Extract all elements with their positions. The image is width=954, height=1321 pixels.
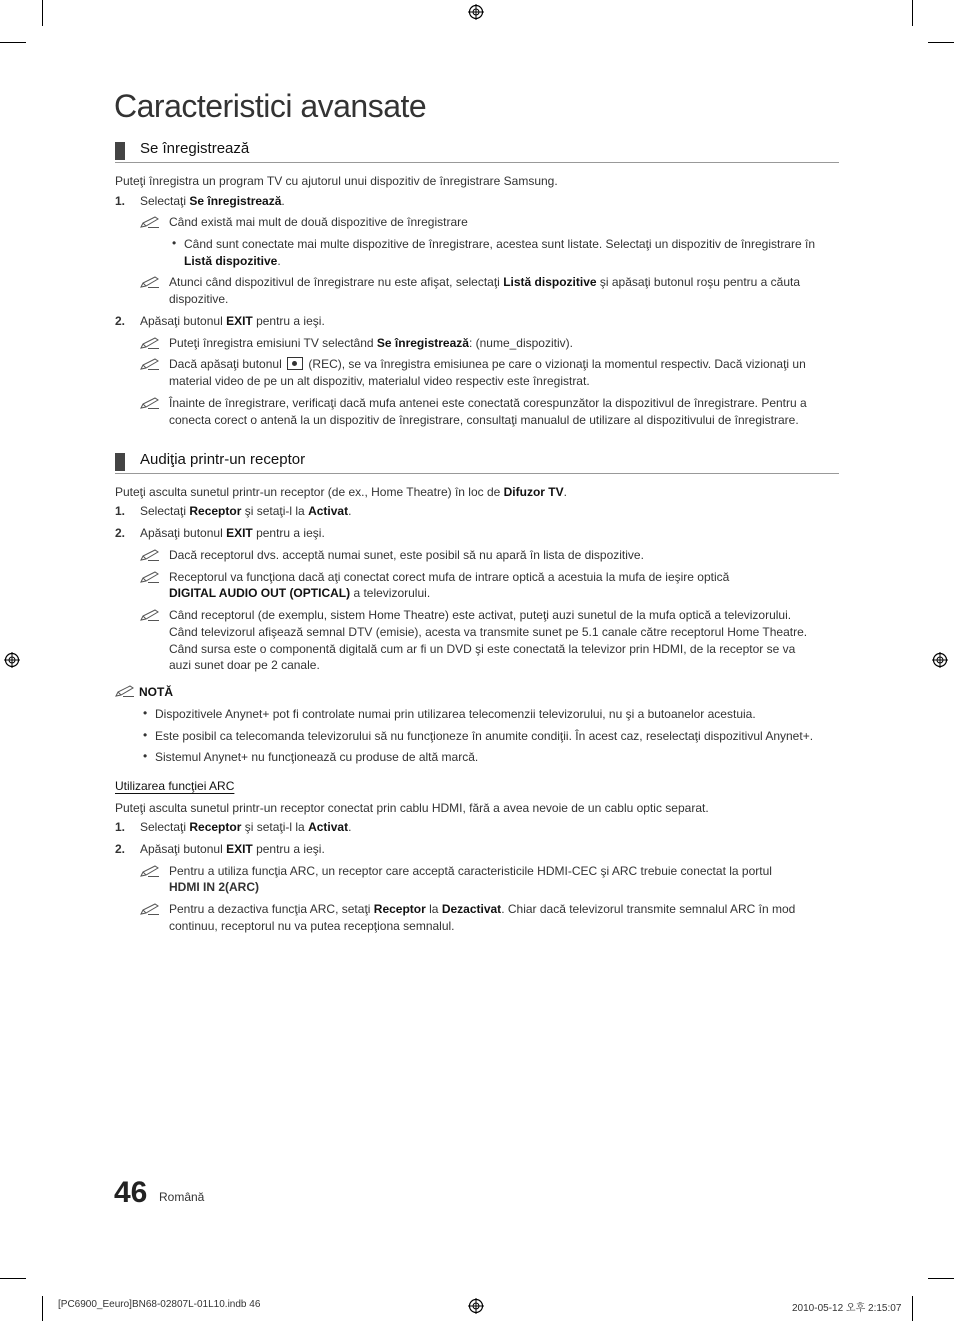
step-number: 2.	[115, 314, 126, 328]
note-text: Când televizorul afişează semnal DTV (emisie), acesta va transmite sunet pe 5.1 canale către receptorul Home Theatre.	[169, 625, 808, 639]
note-pencil-icon	[140, 276, 160, 288]
bullet-text: Dispozitivele Anynet+ pot fi controlate numai prin utilizarea telecomenzii televizorului, nu şi a butoanelor acestuia.	[155, 707, 756, 721]
note-pencil-icon	[140, 337, 160, 349]
note-label: NOTĂ	[139, 685, 173, 699]
note-text: Receptorul va funcţiona dacă aţi conectat corect mufa de intrare optică a acestuia la mufa de ieşire optică	[169, 570, 730, 584]
crop-mark	[928, 1278, 954, 1279]
heading-bar	[115, 142, 125, 160]
file-info: [PC6900_Eeuro]BN68-02807L-01L10.indb 46	[58, 1299, 261, 1310]
paragraph: Puteţi înregistra un program TV cu ajutorul unui dispozitiv de înregistrare Samsung.	[115, 174, 558, 188]
note-text: DIGITAL AUDIO OUT (OPTICAL) a televizorului.	[169, 586, 431, 600]
note-text: Pentru a utiliza funcţia ARC, un receptor care acceptă caracteristicile HDMI-CEC şi ARC trebuie conectat la portul	[169, 864, 772, 878]
bullet-text: Sistemul Anynet+ nu funcţionează cu produse de altă marcă.	[155, 750, 479, 764]
bullet-icon: •	[143, 749, 148, 763]
note-pencil-icon	[140, 865, 160, 877]
note-text: Când există mai mult de două dispozitive de înregistrare	[169, 215, 468, 229]
note-text: Puteţi înregistra emisiuni TV selectând Se înregistrează: (nume_dispozitiv).	[169, 336, 573, 350]
step-number: 1.	[115, 820, 126, 834]
section-heading-text: Se înregistrează	[140, 140, 250, 157]
page-title: Caracteristici avansate	[114, 88, 427, 124]
subsection-heading-arc: Utilizarea funcţiei ARC	[115, 779, 235, 793]
registration-mark-icon	[932, 652, 948, 668]
bullet-text: Listă dispozitive.	[184, 254, 281, 268]
step-number: 2.	[115, 842, 126, 856]
crop-mark	[912, 0, 913, 26]
registration-mark-icon	[468, 4, 484, 20]
crop-mark	[0, 42, 26, 43]
crop-mark	[42, 1296, 43, 1321]
note-pencil-icon	[140, 571, 160, 583]
rec-button-icon	[287, 357, 303, 370]
section-heading-receiver	[115, 451, 839, 474]
note-pencil-icon	[115, 685, 135, 697]
language-label: Română	[159, 1190, 205, 1204]
step-text: Selectaţi Receptor şi setaţi-l la Activat.	[140, 504, 352, 518]
note-text: Pentru a dezactiva funcţia ARC, setaţi Receptor la Dezactivat. Chiar dacă televizorul transmite semnalul ARC în mod	[169, 902, 796, 916]
note-text: Dacă apăsaţi butonul (REC), se va înregistra emisiunea pe care o vizionaţi la momentul respectiv. Dacă vizionaţi un	[169, 357, 806, 371]
note-text: dispozitive.	[169, 292, 229, 306]
bullet-text: Este posibil ca telecomanda televizorului să nu funcţioneze în anumite condiţii. În acest caz, reselectaţi dispozitivul Anynet+.	[155, 729, 814, 743]
note-text: material video de pe un alt dispozitiv, materialul video respectiv este înregistrat.	[169, 374, 590, 388]
note-pencil-icon	[140, 358, 160, 370]
note-text: Atunci când dispozitivul de înregistrare nu este afişat, selectaţi Listă dispozitive şi apăsaţi butonul roşu pentru a căuta	[169, 275, 801, 289]
step-text: Selectaţi Receptor şi setaţi-l la Activat.	[140, 820, 352, 834]
bullet-text: Când sunt conectate mai multe dispozitive de înregistrare, acestea sunt listate. Selectaţi un dispozitiv de înregistrare în	[184, 237, 815, 251]
step-number: 1.	[115, 504, 126, 518]
step-number: 2.	[115, 526, 126, 540]
print-timestamp: 2010-05-12 오후 2:15:07	[792, 1303, 902, 1314]
note-pencil-icon	[140, 549, 160, 561]
bullet-icon: •	[143, 706, 148, 720]
paragraph: Puteţi asculta sunetul printr-un receptor (de ex., Home Theatre) în loc de Difuzor TV.	[115, 485, 567, 499]
note-pencil-icon	[140, 903, 160, 915]
note-pencil-icon	[140, 397, 160, 409]
paragraph: Puteţi asculta sunetul printr-un receptor conectat prin cablu HDMI, fără a avea nevoie de un cablu optic separat.	[115, 801, 709, 815]
note-text: Dacă receptorul dvs. acceptă numai sunet, este posibil să nu apară în lista de dispozitive.	[169, 548, 644, 562]
crop-mark	[928, 42, 954, 43]
crop-mark	[912, 1296, 913, 1321]
step-text: Apăsaţi butonul EXIT pentru a ieşi.	[140, 314, 325, 328]
registration-mark-icon	[468, 1298, 484, 1314]
step-text: Selectaţi Se înregistrează.	[140, 194, 285, 208]
step-number: 1.	[115, 194, 126, 208]
note-pencil-icon	[140, 609, 160, 621]
section-heading-text: Audiţia printr-un receptor	[140, 451, 306, 468]
step-text: Apăsaţi butonul EXIT pentru a ieşi.	[140, 842, 325, 856]
registration-mark-icon	[4, 652, 20, 668]
heading-bar	[115, 453, 125, 471]
note-text: HDMI IN 2(ARC)	[169, 880, 259, 894]
bullet-icon: •	[143, 728, 148, 742]
note-text: conecta corect o antenă la un dispozitiv de înregistrare, consultaţi manualul de utilizare al dispozitivului de înregistrare.	[169, 413, 799, 427]
note-text: Când receptorul (de exemplu, sistem Home Theatre) este activat, puteţi auzi sunetul de la mufa optică a televizorului.	[169, 608, 792, 622]
step-text: Apăsaţi butonul EXIT pentru a ieşi.	[140, 526, 325, 540]
crop-mark	[42, 0, 43, 26]
note-text: continuu, receptorul nu va putea recepţiona semnalul.	[169, 919, 455, 933]
note-pencil-icon	[140, 216, 160, 228]
section-heading-recording	[115, 140, 839, 163]
note-text: auzi sunet doar pe 2 canale.	[169, 658, 320, 672]
note-text: Înainte de înregistrare, verificaţi dacă mufa antenei este conectată corespunzător la dispozitivul de înregistrare. Pentru a	[169, 396, 807, 410]
note-text: Când sursa este o componentă digitală cum ar fi un DVD şi este conectată la televizor prin HDMI, de la receptor se va	[169, 642, 796, 656]
bullet-icon: •	[172, 236, 177, 250]
crop-mark	[0, 1278, 26, 1279]
page-number: 46	[114, 1176, 148, 1209]
